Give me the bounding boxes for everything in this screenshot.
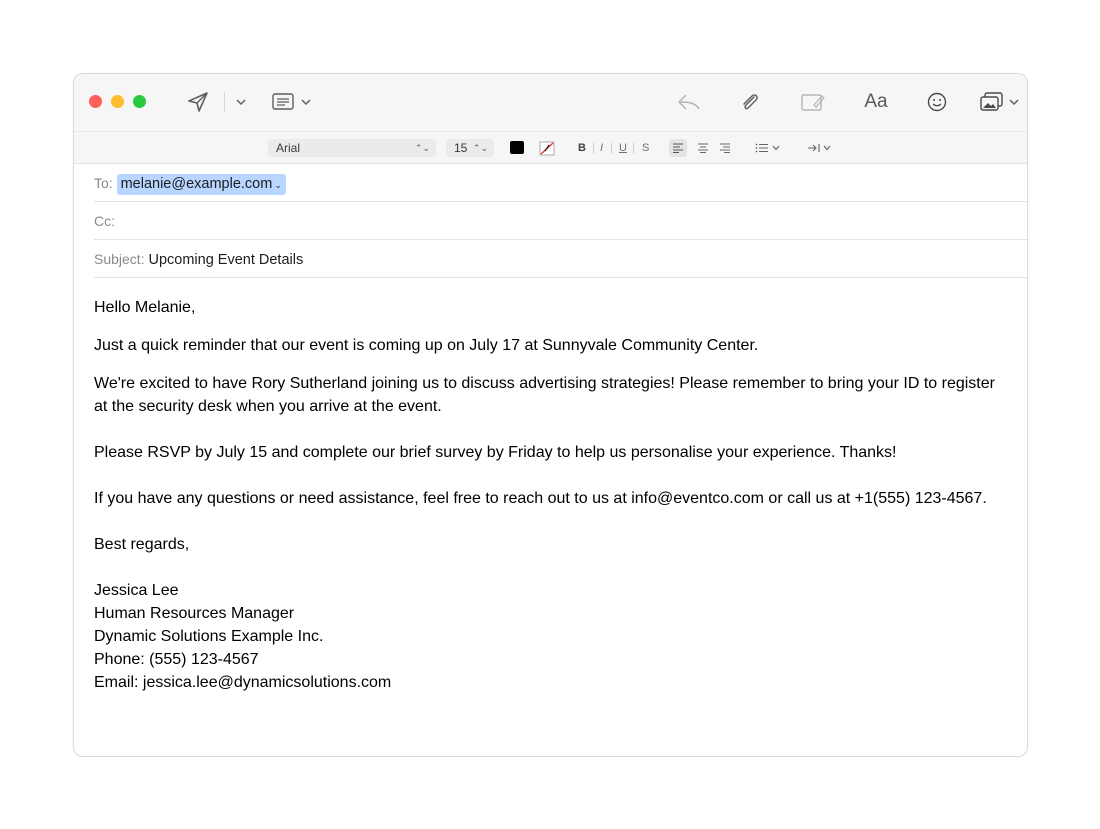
font-family-select[interactable]	[268, 139, 436, 157]
cc-field[interactable]	[94, 202, 1027, 240]
list-chevron-icon[interactable]	[771, 141, 781, 155]
body-paragraph: We're excited to have Rory Sutherland joining us to discuss advertising strategies! Please remember to bring your ID to register at the security desk when you arrive at the event.	[94, 375, 995, 415]
signature-email: Email: jessica.lee@dynamicsolutions.com	[94, 674, 392, 691]
indent-chevron-icon[interactable]	[822, 141, 832, 155]
subject-field[interactable]	[94, 240, 1027, 278]
header-fields-icon[interactable]	[271, 91, 295, 113]
stepper-icon: ⌃⌄	[414, 143, 430, 153]
format-bar: Arial ⌃⌄ 15 ⌃⌄ B | I | U | S	[74, 131, 1027, 164]
stepper-icon: ⌃⌄	[472, 143, 488, 153]
font-size-select[interactable]	[446, 139, 494, 157]
reply-icon	[676, 91, 702, 113]
signature-company: Dynamic Solutions Example Inc.	[94, 628, 324, 645]
align-left-icon[interactable]	[669, 139, 687, 157]
strikethrough-button[interactable]: S	[642, 142, 650, 154]
message-body[interactable]	[94, 296, 1009, 694]
header-fields-chevron-icon[interactable]	[300, 95, 312, 109]
to-field[interactable]	[94, 164, 1027, 202]
recipient-address: melanie@example.com	[120, 176, 273, 192]
close-window-button[interactable]	[89, 95, 102, 108]
body-paragraph: Please RSVP by July 15 and complete our brief survey by Friday to help us personalise your experience. Thanks!	[94, 444, 897, 461]
text-color-swatch[interactable]	[510, 141, 524, 154]
format-aa-button[interactable]: Aa	[864, 91, 888, 112]
signature-title: Human Resources Manager	[94, 605, 295, 622]
align-center-icon[interactable]	[694, 139, 712, 157]
greeting: Hello Melanie,	[94, 299, 196, 316]
subject-label: Subject:	[94, 251, 145, 267]
signature-name: Jessica Lee	[94, 582, 179, 599]
recipient-token[interactable]	[117, 174, 286, 195]
font-size-value: 15	[454, 141, 468, 155]
photo-browser-chevron-icon[interactable]	[1008, 95, 1020, 109]
align-right-icon[interactable]	[716, 139, 734, 157]
compose-window	[73, 73, 1028, 757]
zoom-window-button[interactable]	[133, 95, 146, 108]
chevron-down-icon: ⌄	[274, 180, 282, 190]
send-options-chevron-icon[interactable]	[234, 95, 248, 109]
underline-button[interactable]: U	[619, 142, 627, 154]
title-bar	[74, 74, 1027, 131]
list-icon[interactable]	[753, 139, 771, 157]
indent-icon[interactable]	[805, 139, 823, 157]
bold-button[interactable]: B	[578, 142, 586, 154]
body-paragraph: If you have any questions or need assistance, feel free to reach out to us at info@eventco.com or call us at +1(555) 123-4567.	[94, 490, 987, 507]
closing: Best regards,	[94, 536, 190, 553]
body-paragraph: Just a quick reminder that our event is coming up on July 17 at Sunnyvale Community Center.	[94, 337, 759, 354]
background-color-icon[interactable]	[539, 140, 555, 156]
attachment-icon[interactable]	[738, 90, 762, 114]
signature-phone: Phone: (555) 123-4567	[94, 651, 259, 668]
minimize-window-button[interactable]	[111, 95, 124, 108]
subject-value: Upcoming Event Details	[148, 252, 304, 268]
send-icon[interactable]	[186, 91, 210, 113]
emoji-icon[interactable]	[925, 90, 949, 114]
markup-icon	[800, 90, 826, 114]
photo-browser-icon[interactable]	[979, 90, 1005, 114]
italic-button[interactable]: I	[600, 142, 604, 154]
cc-label: Cc:	[94, 213, 115, 229]
to-label: To:	[94, 175, 113, 191]
font-family-value: Arial	[276, 141, 301, 155]
